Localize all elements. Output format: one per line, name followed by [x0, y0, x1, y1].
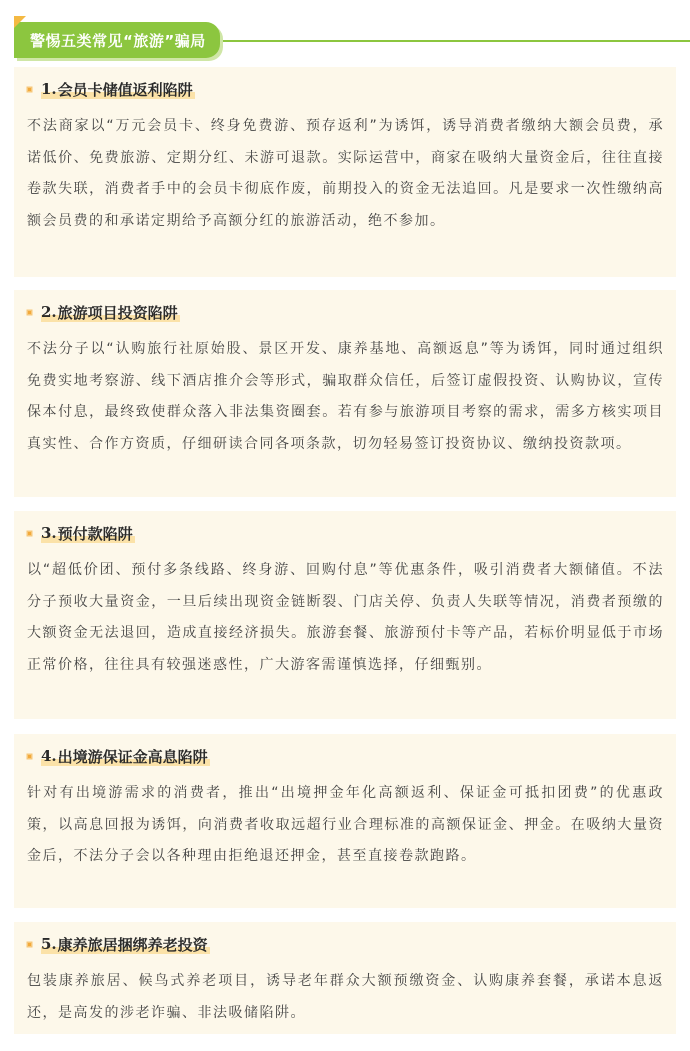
card-title	[28, 521, 133, 545]
bullet-icon	[28, 943, 31, 946]
card-title	[28, 932, 208, 956]
card-number: 1.	[41, 80, 57, 98]
scam-card-5	[14, 922, 676, 1034]
header-title: 警惕五类常见“旅游”骗局	[30, 32, 206, 50]
card-title	[28, 300, 178, 324]
card-title	[28, 744, 208, 768]
card-title-text: 出境游保证金高息陷阱	[57, 747, 208, 766]
card-body-text: 包装康养旅居、候鸟式养老项目，诱导老年群众大额预缴资金、认购康养套餐，承诺本息返还，是高发的涉老诈骗、非法吸储陷阱。	[27, 973, 664, 1021]
scam-card-1	[14, 67, 676, 277]
scam-card-2	[14, 290, 676, 497]
scam-card-4	[14, 734, 676, 908]
card-body-text: 不法商家以“万元会员卡、终身免费游、预存返利”为诱饵，诱导消费者缴纳大额会员费，承诺低价、免费旅游、定期分红、未游可退款。实际运营中，商家在吸纳大量资金后，往往直接卷款失联，消费者手中的会员卡彻底作废，前期投入的资金无法追回。凡是要求一次性缴纳高额会员费的和承诺定期给予高额分红的旅游活动，绝不参加。	[27, 118, 664, 229]
card-body-text: 不法分子以“认购旅行社原始股、景区开发、康养基地、高额返息”等为诱饵，同时通过组织免费实地考察游、线下酒店推介会等形式，骗取群众信任，后签订虚假投资、认购协议，宣传保本付息，最终致使群众落入非法集资圈套。若有参与旅游项目考察的需求，需多方核实项目真实性、合作方资质，仔细研读合同各项条款，切勿轻易签订投资协议、缴纳投资款项。	[27, 341, 664, 452]
card-number: 5.	[41, 935, 57, 953]
bullet-icon	[28, 755, 31, 758]
card-title	[28, 77, 193, 101]
header-corner-decoration	[14, 16, 26, 28]
card-body-text: 以“超低价团、预付多条线路、终身游、回购付息”等优惠条件，吸引消费者大额储值。不法分子预收大量资金，一旦后续出现资金链断裂、门店关停、负责人失联等情况，消费者预缴的大额资金无法退回，造成直接经济损失。旅游套餐、旅游预付卡等产品，若标价明显低于市场正常价格，往往具有较强迷惑性，广大游客需谨慎选择，仔细甄别。	[27, 562, 664, 673]
card-body-text: 针对有出境游需求的消费者，推出“出境押金年化高额返利、保证金可抵扣团费”的优惠政策，以高息回报为诱饵，向消费者收取远超行业合理标准的高额保证金、押金。在吸纳大量资金后，不法分子会以各种理由拒绝退还押金，甚至直接卷款跑路。	[27, 785, 664, 864]
card-title-text: 会员卡储值返利陷阱	[57, 80, 193, 99]
card-number: 3.	[41, 524, 57, 542]
card-title-text: 预付款陷阱	[57, 524, 133, 543]
bullet-icon	[28, 532, 31, 535]
section-header	[14, 16, 690, 56]
card-title-text: 旅游项目投资陷阱	[57, 303, 178, 322]
bullet-icon	[28, 88, 31, 91]
scam-card-3	[14, 511, 676, 719]
card-number: 2.	[41, 303, 57, 321]
card-title-text: 康养旅居捆绑养老投资	[57, 935, 208, 954]
bullet-icon	[28, 311, 31, 314]
card-number: 4.	[41, 747, 57, 765]
